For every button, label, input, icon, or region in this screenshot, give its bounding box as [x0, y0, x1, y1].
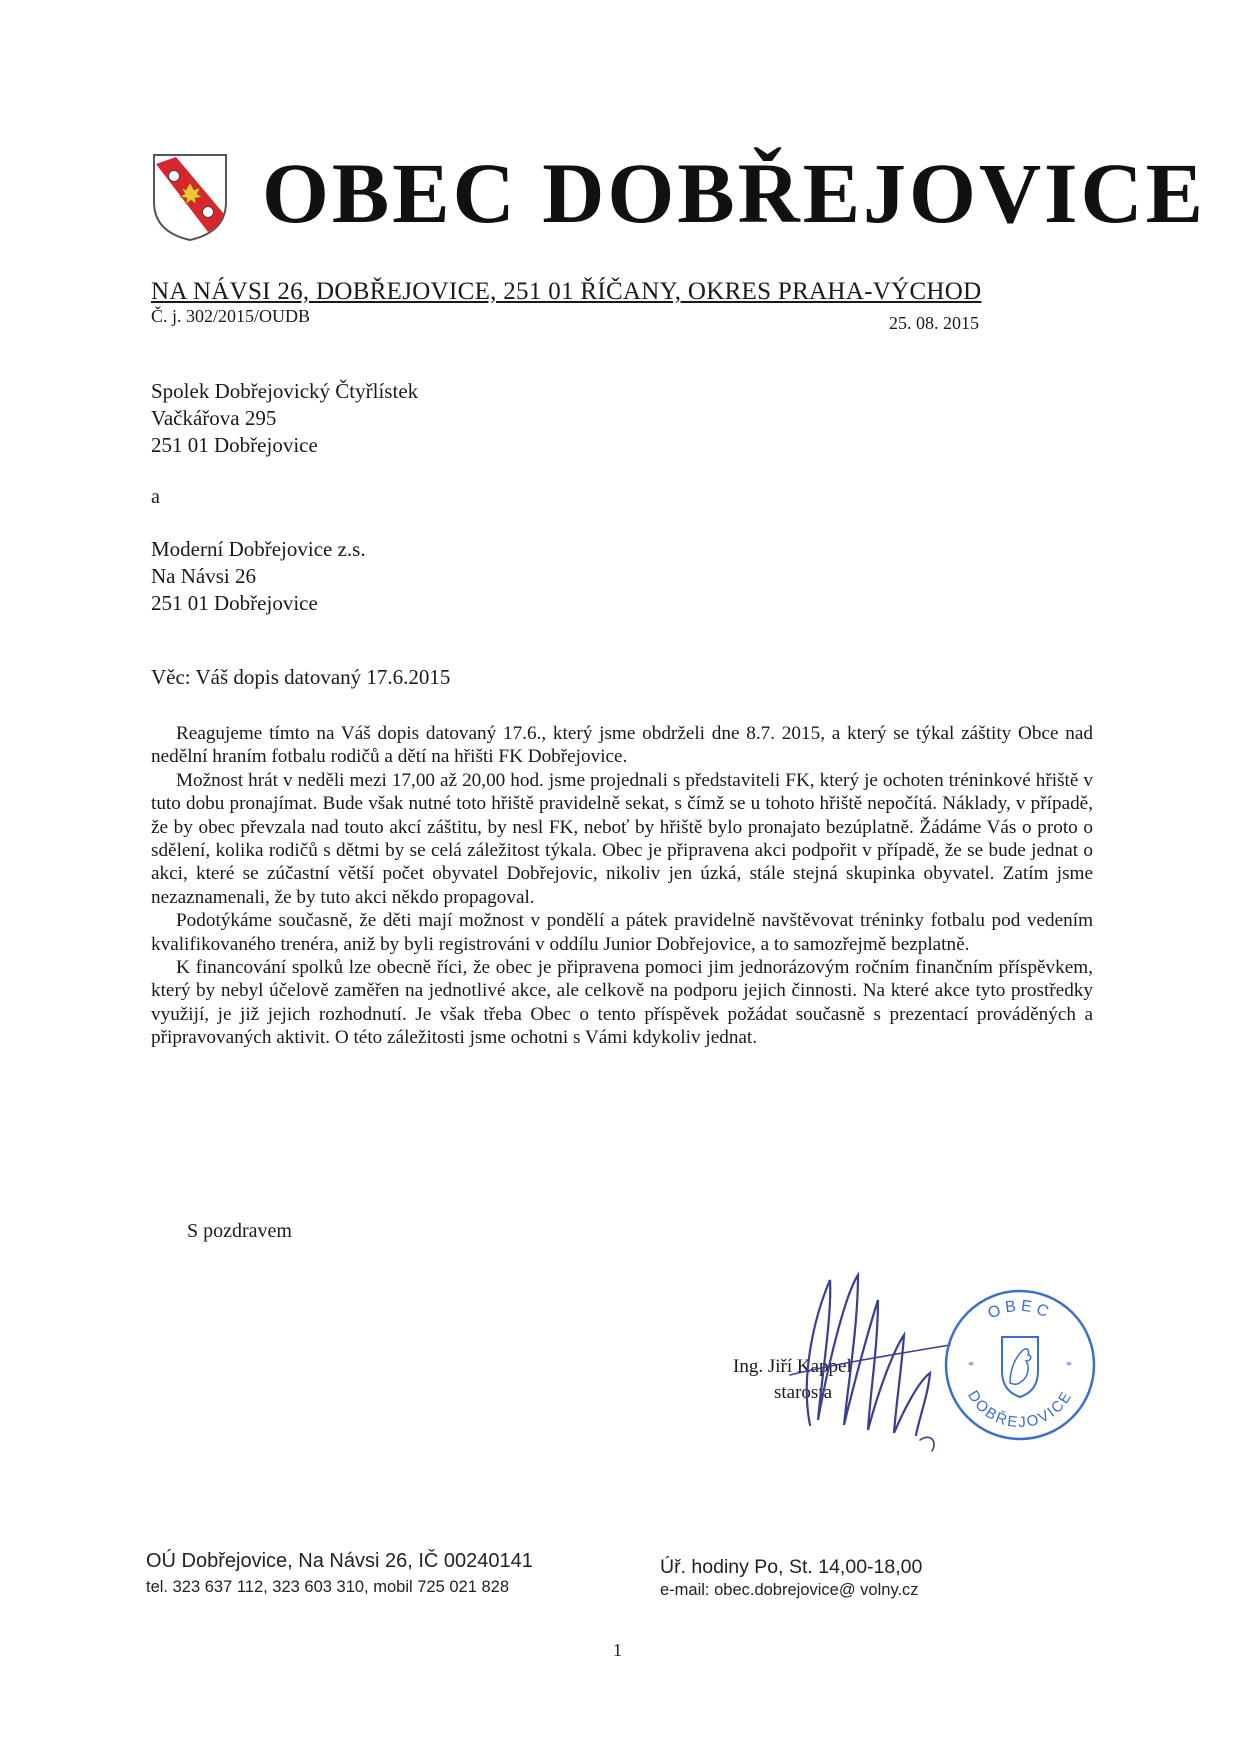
recipient-2-name: Moderní Dobřejovice z.s.	[151, 537, 366, 561]
letterhead-title: OBEC DOBŘEJOVICE	[262, 145, 1206, 241]
closing-greeting: S pozdravem	[187, 1220, 292, 1242]
svg-text:*: *	[1066, 1358, 1072, 1372]
recipient-2	[151, 536, 366, 617]
letter-subject: Věc: Váš dopis datovaný 17.6.2015	[151, 665, 451, 689]
recipient-1-name: Spolek Dobřejovický Čtyřlístek	[151, 379, 419, 403]
svg-text:OBEC	[985, 1298, 1054, 1323]
body-paragraph-2: Možnost hrát v neděli mezi 17,00 až 20,00 hod. jsme projednali s představiteli FK, který je ochoten tréninkové hřiště v tuto dobu pronajímat. Bude však nutné toto hřiště pravidelně sekat, s čímž se u tohoto hřiště nepočítá. Náklady, v případě, že by obec převzala nad touto akcí záštitu, by nesl FK, neboť by hřiště bylo pronajato bezúplatně. Žádáme Vás o proto o sdělení, kolika rodičů s dětmi by se celá záležitost týkala. Obec je připravena akci podpořit v případě, že se bude jednat o akci, které se zúčastní větší počet obyvatel Dobřejovic, nikoliv jen úzká, stále stejná skupinka obyvatel. Zatím jsme nezaznamenali, že by tuto akci někdo propagoval.	[151, 769, 1093, 908]
recipient-1-city: 251 01 Dobřejovice	[151, 433, 318, 457]
recipient-2-city: 251 01 Dobřejovice	[151, 591, 318, 615]
footer-email: e-mail: obec.dobrejovice@ volny.cz	[660, 1581, 919, 1599]
signer-title: starosta	[774, 1382, 833, 1403]
letter-body	[151, 722, 1093, 1050]
svg-text:*: *	[968, 1358, 974, 1372]
stamp-top-text: OBEC	[985, 1297, 1055, 1323]
letter-date: 25. 08. 2015	[889, 313, 979, 333]
reference-number: Č. j. 302/2015/OUDB	[151, 306, 311, 326]
recipient-1-street: Vačkářova 295	[151, 406, 277, 430]
signer-name: Ing. Jiří Kappel	[733, 1356, 852, 1377]
recipient-1	[151, 378, 418, 459]
coat-of-arms-icon	[150, 152, 230, 242]
footer-phones: tel. 323 637 112, 323 603 310, mobil 725 021 828	[146, 1578, 509, 1596]
body-paragraph-4: K financování spolků lze obecně říci, že obec je připravena pomoci jim jednorázovým ročním finančním příspěvkem, který by nebyl účelově zaměřen na jednotlivé akce, ale celkově na podporu jejich činnosti. Na které akce tyto prostředky využijí, je již jejich rozhodnutí. Je však třeba Obec o tento příspěvek požádat současně s prezentací prováděných a připravovaných aktivit. O této záležitosti jsme ochotni s Vámi kdykoliv jednat.	[151, 957, 1093, 1049]
footer-hours: Úř. hodiny Po, St. 14,00-18,00	[660, 1556, 923, 1578]
svg-text:DOBŘEJOVICE	[964, 1388, 1076, 1432]
recipient-2-street: Na Návsi 26	[151, 564, 256, 588]
footer-office: OÚ Dobřejovice, Na Návsi 26, IČ 00240141	[146, 1550, 533, 1572]
body-paragraph-1: Reagujeme tímto na Váš dopis datovaný 17.6., který jsme obdrželi dne 8.7. 2015, a který se týkal záštity Obce nad nedělní hraním fotbalu rodičů a dětí na hřišti FK Dobřejovice.	[151, 723, 1093, 768]
letterhead-address: NA NÁVSI 26, DOBŘEJOVICE, 251 01 ŘÍČANY, OKRES PRAHA-VÝCHOD	[151, 278, 982, 305]
page-number: 1	[613, 1640, 622, 1660]
stamp-bottom-text: DOBŘEJOVICE	[964, 1387, 1076, 1432]
official-stamp	[940, 1285, 1100, 1445]
body-paragraph-3: Podotýkáme současně, že děti mají možnost v pondělí a pátek pravidelně navštěvovat tréninky fotbalu pod vedením kvalifikovaného trenéra, aniž by byli registrováni v oddílu Junior Dobřejovice, a to samozřejmě bezplatně.	[151, 910, 1093, 955]
conjunction: a	[151, 486, 160, 508]
